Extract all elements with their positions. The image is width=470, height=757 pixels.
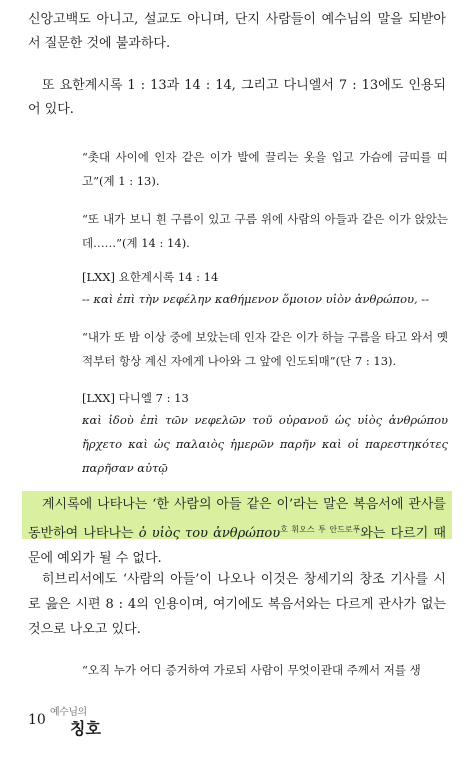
- paragraph-3-greek: ὁ υἱὸς του ἀνθρώπου: [138, 526, 281, 541]
- paragraph-3-transliteration: 호 휘오스 투 안드로푸: [280, 525, 361, 534]
- lxx-dan-label: [LXX] 다니엘 7 : 13: [82, 391, 189, 405]
- lxx-rev-label: [LXX] 요한계시록 14 : 14: [82, 270, 219, 284]
- quote-dan-7-13: “내가 또 밤 이상 중에 보았는데 인자 같은 이가 하늘 구름을 타고 와서 옛적부터 항상 계신 자에게 나아와 그 앞에 인도되매”(단 7 : 13).: [82, 330, 448, 368]
- quote-psalm: “오직 누가 어디 증거하여 가로되 사람이 무엇이관대 주께서 저를 생: [82, 663, 421, 677]
- page-number: 10: [28, 712, 46, 728]
- book-title-top: 예수님의: [50, 707, 87, 718]
- lxx-dan-greek: καὶ ἰδοὺ ἐπὶ τῶν νεφελῶν τοῦ οὐρανοῦ ὡς υἱὸς ἀνθρώπου ἤρχετο καὶ ὡς παλαιὸς ἡμερῶν παρῆν καὶ οἱ παρεστηκότες παρῆσαν αὐτῷ: [82, 413, 448, 475]
- paragraph-3-text-a: 계시록에 나타나는 ‘한 사람의 아들 같은 이’라는 말은 복음서에 관사를 동반하여 나타나는: [28, 497, 446, 541]
- quote-rev-1-13: “촛대 사이에 인자 같은 이가 발에 끌리는 옷을 입고 가슴에 금띠를 띠고”(계 1 : 13).: [82, 150, 448, 188]
- paragraph-3-text-b: 와는 다르기 때문에 예외가 될 수 없다.: [28, 526, 446, 566]
- lxx-rev-greek: -- καὶ ἐπὶ τὴν νεφέλην καθήμενον ὅμοιον υἱὸν ἀνθρώπου, --: [82, 292, 430, 306]
- book-title-logo: [50, 703, 120, 739]
- quote-rev-14-14: “또 내가 보니 흰 구름이 있고 구름 위에 사람의 아들과 같은 이가 앉았는데……”(계 14 : 14).: [82, 212, 448, 250]
- paragraph-3: [28, 492, 446, 571]
- paragraph-2: 또 요한계시록 1 : 13과 14 : 14, 그리고 다니엘서 7 : 13에도 인용되어 있다.: [28, 78, 446, 117]
- book-title-bottom: 칭호: [70, 719, 101, 738]
- paragraph-1: 신앙고백도 아니고, 설교도 아니며, 단지 사람들이 예수님의 말을 되받아서 질문한 것에 불과하다.: [28, 12, 446, 51]
- paragraph-4: 히브리서에도 ‘사람의 아들’이 나오나 이것은 창세기의 창조 기사를 시로 읊은 시편 8 : 4의 인용이며, 여기에도 복음서와는 다르게 관사가 없는 것으로 나오고 있다.: [28, 572, 446, 637]
